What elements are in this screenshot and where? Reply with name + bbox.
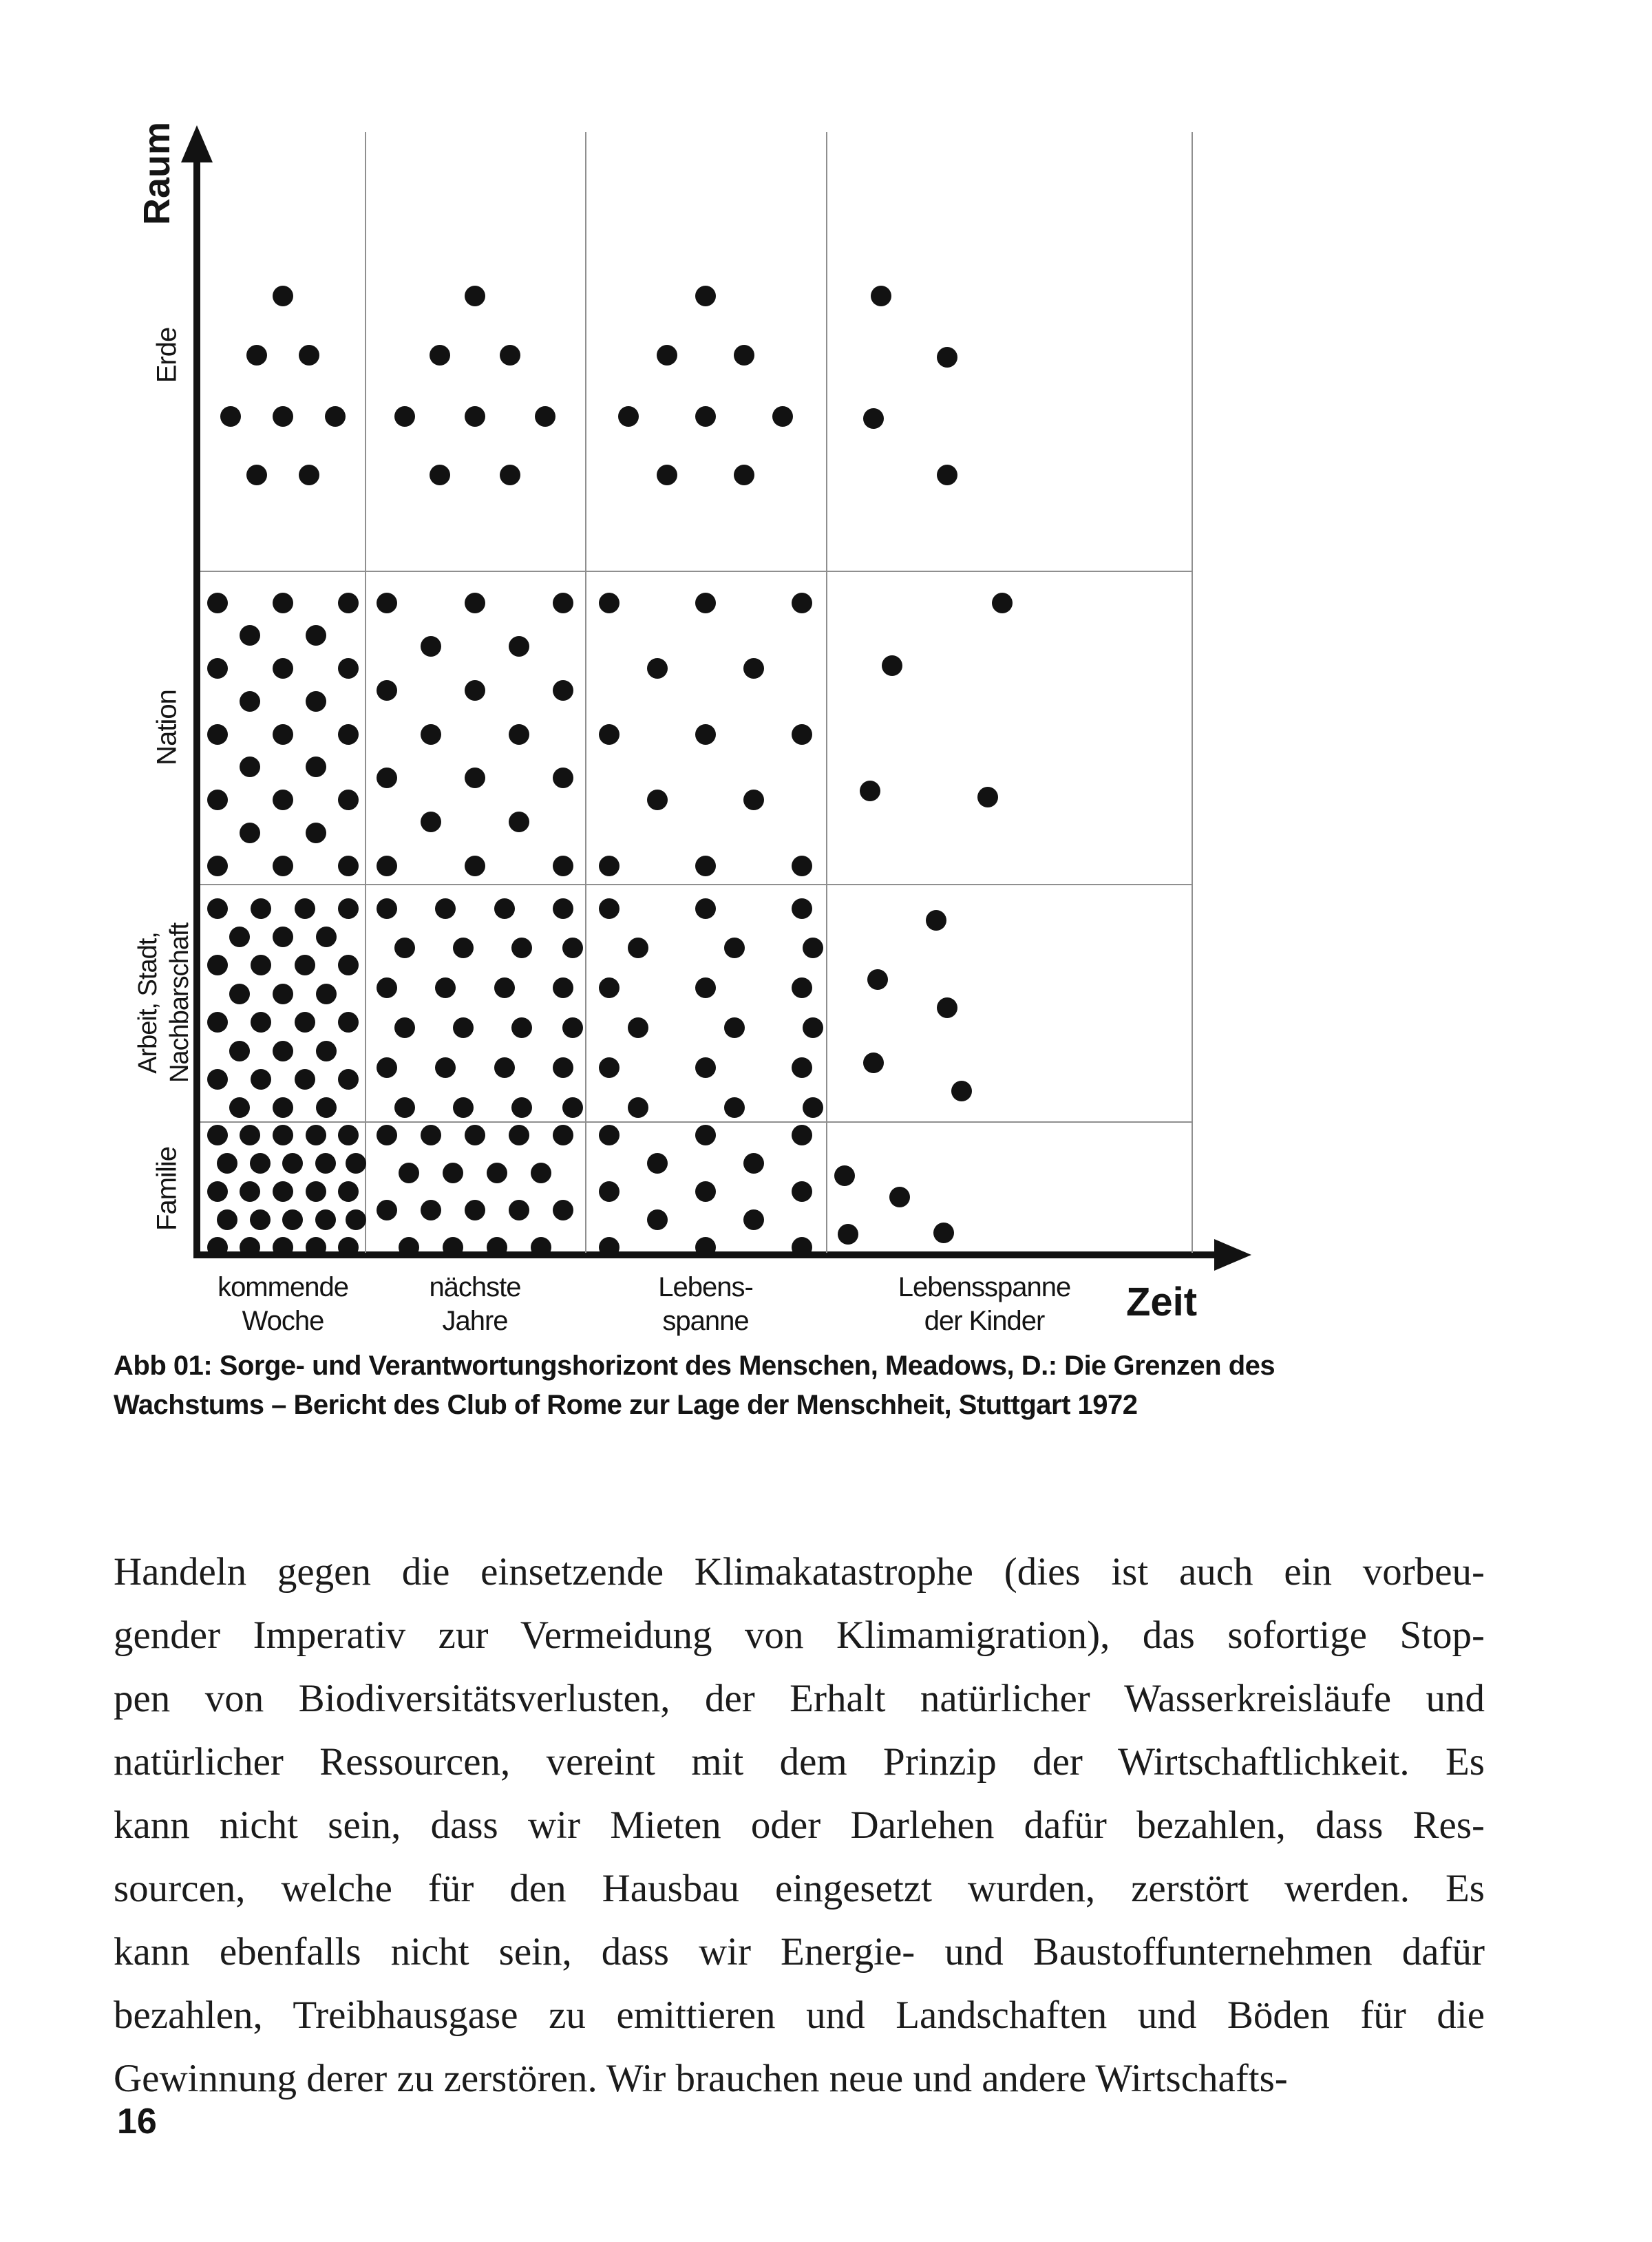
dot: [295, 1012, 315, 1033]
dot: [273, 1125, 293, 1145]
dot: [695, 1125, 716, 1145]
dot: [295, 898, 315, 919]
dot: [743, 1209, 764, 1230]
dot: [421, 812, 441, 832]
dot: [377, 593, 397, 613]
dot: [695, 593, 716, 613]
dot: [306, 691, 326, 712]
col-label-3-line1: Lebens-: [658, 1272, 753, 1302]
dot: [377, 856, 397, 876]
dot: [553, 1125, 573, 1145]
dot: [250, 1153, 271, 1174]
dot: [509, 1125, 529, 1145]
dot: [377, 1057, 397, 1078]
dot: [531, 1163, 551, 1183]
x-axis-arrow-icon: [1214, 1239, 1251, 1271]
dot: [695, 286, 716, 306]
dot: [338, 856, 359, 876]
dot: [599, 724, 620, 745]
dot: [399, 1163, 419, 1183]
dot: [443, 1163, 463, 1183]
dot: [435, 1057, 456, 1078]
figure-caption: [114, 1346, 1325, 1425]
dot: [315, 1209, 336, 1230]
dot: [553, 768, 573, 788]
dot: [509, 1200, 529, 1220]
dot: [338, 1012, 359, 1033]
dot: [803, 1097, 823, 1118]
dot: [240, 823, 260, 843]
dot: [246, 345, 267, 366]
dot: [306, 1125, 326, 1145]
col-label-4-line2: der Kinder: [924, 1306, 1045, 1336]
dot: [229, 1041, 250, 1061]
row-label-nation: Nation: [151, 690, 182, 765]
dot: [494, 1057, 515, 1078]
dot: [273, 984, 293, 1004]
dot: [377, 768, 397, 788]
dot: [553, 977, 573, 998]
dot: [695, 898, 716, 919]
dot: [316, 1041, 337, 1061]
dot: [937, 997, 957, 1018]
caption-line2: Wachstums – Bericht des Club of Rome zur Lage der Menschheit, Stuttgart 1972: [114, 1390, 1138, 1420]
dot: [338, 1125, 359, 1145]
dot: [465, 856, 485, 876]
dot: [421, 636, 441, 657]
gridline-horizontal-1: [200, 571, 1193, 572]
dot: [282, 1209, 303, 1230]
dot: [511, 938, 532, 958]
dot: [647, 1209, 668, 1230]
x-axis-title: Zeit: [1126, 1280, 1198, 1324]
dot: [882, 655, 902, 676]
dot: [273, 658, 293, 679]
dot: [951, 1081, 972, 1101]
dot: [535, 406, 555, 427]
dot: [240, 757, 260, 777]
dot: [553, 1057, 573, 1078]
dot: [346, 1209, 366, 1230]
dot: [562, 938, 583, 958]
row-label-arbeit-line2: Nachbarschaft: [165, 922, 194, 1083]
dot: [695, 1057, 716, 1078]
dot: [992, 593, 1013, 613]
dot: [338, 790, 359, 810]
dot: [273, 593, 293, 613]
dot: [599, 1125, 620, 1145]
dot: [562, 1017, 583, 1038]
gridline-vertical-1: [365, 132, 366, 1253]
dot: [394, 1017, 415, 1038]
dot: [421, 1200, 441, 1220]
dot: [500, 345, 520, 366]
dot: [207, 1069, 228, 1090]
dot: [724, 938, 745, 958]
dot: [867, 969, 888, 990]
dot: [599, 593, 620, 613]
body-line: kann ebenfalls nicht sein, dass wir Energie- und Baustoffunternehmen dafür: [114, 1930, 1485, 1974]
col-label-2-line2: Jahre: [442, 1306, 508, 1336]
dot: [338, 593, 359, 613]
dot: [282, 1153, 303, 1174]
dot: [217, 1209, 237, 1230]
dot: [599, 1057, 620, 1078]
col-label-1-line2: Woche: [242, 1306, 324, 1336]
dot: [628, 938, 648, 958]
dot: [421, 1125, 441, 1145]
dot: [338, 1069, 359, 1090]
dot: [465, 768, 485, 788]
dot: [273, 856, 293, 876]
dot: [306, 757, 326, 777]
dot: [553, 1200, 573, 1220]
dot: [494, 977, 515, 998]
dot: [977, 787, 998, 807]
dot: [695, 406, 716, 427]
dot: [207, 955, 228, 975]
dot: [792, 977, 812, 998]
col-label-lebensspanne-der-kinder: [826, 1271, 1143, 1338]
dot: [465, 593, 485, 613]
dot: [207, 790, 228, 810]
dot: [743, 1153, 764, 1174]
dot: [599, 1181, 620, 1202]
dot: [465, 406, 485, 427]
col-label-4-line1: Lebensspanne: [898, 1272, 1071, 1302]
dot: [207, 724, 228, 745]
y-axis-line: [193, 156, 200, 1257]
dot: [871, 286, 891, 306]
dot: [834, 1165, 855, 1186]
dot: [246, 465, 267, 485]
dot: [628, 1097, 648, 1118]
row-label-arbeit-stadt-nachbarschaft: [132, 923, 195, 1083]
body-line: gender Imperativ zur Vermeidung von Klimamigration), das sofortige Stop-: [114, 1614, 1485, 1657]
dot: [500, 465, 520, 485]
dot: [435, 977, 456, 998]
dot: [316, 1097, 337, 1118]
dot: [792, 593, 812, 613]
dot: [792, 1057, 812, 1078]
dot: [229, 1097, 250, 1118]
body-line: Gewinnung derer zu zerstören. Wir brauchen neue und andere Wirtschafts-: [114, 2057, 1288, 2100]
dot: [394, 406, 415, 427]
dot: [509, 636, 529, 657]
dot: [430, 465, 450, 485]
dot: [494, 898, 515, 919]
dot: [465, 286, 485, 306]
dot: [838, 1224, 858, 1245]
dot: [207, 1237, 228, 1258]
dot: [338, 724, 359, 745]
dot: [863, 1053, 884, 1073]
y-axis-arrow-icon: [181, 125, 213, 162]
dot: [240, 1125, 260, 1145]
dot: [325, 406, 346, 427]
body-text: [114, 1541, 1485, 2111]
dot: [207, 1125, 228, 1145]
dot: [618, 406, 639, 427]
row-label-arbeit-line1: Arbeit, Stadt,: [134, 932, 162, 1074]
dot: [295, 1069, 315, 1090]
y-axis-title: Raum: [136, 121, 178, 226]
dot: [465, 680, 485, 701]
dot: [377, 898, 397, 919]
dot: [273, 1181, 293, 1202]
dot: [338, 898, 359, 919]
col-label-lebensspanne: [547, 1271, 864, 1338]
dot: [792, 856, 812, 876]
dot: [792, 724, 812, 745]
dot: [562, 1097, 583, 1118]
body-line: pen von Biodiversitätsverlusten, der Erhalt natürlicher Wasserkreisläufe und: [114, 1677, 1485, 1720]
dot: [599, 856, 620, 876]
gridline-horizontal-2: [200, 884, 1193, 885]
dot: [695, 977, 716, 998]
dot: [657, 465, 677, 485]
dot: [553, 593, 573, 613]
dot: [273, 1041, 293, 1061]
dot: [430, 345, 450, 366]
dot: [743, 790, 764, 810]
dot: [377, 1125, 397, 1145]
dot: [734, 465, 754, 485]
dot: [251, 1069, 271, 1090]
dot: [465, 1125, 485, 1145]
body-line: kann nicht sein, dass wir Mieten oder Darlehen dafür bezahlen, dass Res-: [114, 1804, 1485, 1847]
dot: [509, 724, 529, 745]
dot: [306, 823, 326, 843]
dot: [553, 898, 573, 919]
gridline-horizontal-3: [200, 1121, 1193, 1123]
dot: [251, 1012, 271, 1033]
dot: [377, 1200, 397, 1220]
dot: [240, 625, 260, 646]
col-label-1-line1: kommende: [218, 1272, 348, 1302]
dot: [511, 1097, 532, 1118]
dot: [453, 1017, 474, 1038]
dot: [299, 465, 319, 485]
dot: [772, 406, 793, 427]
dot: [377, 680, 397, 701]
dot: [220, 406, 241, 427]
dot: [306, 1237, 326, 1258]
col-label-3-line2: spanne: [662, 1306, 749, 1336]
dot: [695, 1181, 716, 1202]
gridline-vertical-right-border: [1192, 132, 1193, 1253]
dot: [628, 1017, 648, 1038]
dot: [792, 898, 812, 919]
dot: [724, 1017, 745, 1038]
dot: [377, 977, 397, 998]
dot: [273, 790, 293, 810]
dot: [207, 1012, 228, 1033]
dot: [937, 465, 957, 485]
dot: [647, 790, 668, 810]
dot: [273, 927, 293, 947]
gridline-vertical-3: [826, 132, 827, 1253]
dot: [250, 1209, 271, 1230]
dot: [273, 724, 293, 745]
dot: [229, 984, 250, 1004]
dot: [394, 1097, 415, 1118]
dot: [511, 1017, 532, 1038]
page-number: 16: [117, 2102, 157, 2141]
dot: [306, 1181, 326, 1202]
dot: [251, 898, 271, 919]
row-label-familie: Familie: [151, 1147, 182, 1231]
dot: [315, 1153, 336, 1174]
dot: [647, 658, 668, 679]
dot: [860, 781, 880, 801]
dot: [273, 1097, 293, 1118]
body-line: bezahlen, Treibhausgase zu emittieren und Landschaften und Böden für die: [114, 1994, 1485, 2037]
dot: [207, 898, 228, 919]
dot: [207, 856, 228, 876]
row-label-erde: Erde: [151, 327, 182, 383]
dot: [338, 658, 359, 679]
dot: [599, 977, 620, 998]
body-line: natürlicher Ressourcen, vereint mit dem Prinzip der Wirtschaftlichkeit. Es: [114, 1740, 1485, 1784]
dot: [724, 1097, 745, 1118]
dot: [926, 910, 946, 931]
dot: [792, 1125, 812, 1145]
dot: [273, 286, 293, 306]
body-line: sourcen, welche für den Hausbau eingesetzt wurden, zerstört werden. Es: [114, 1867, 1485, 1910]
dot: [792, 1181, 812, 1202]
dot: [207, 658, 228, 679]
dot: [453, 1097, 474, 1118]
dot: [889, 1187, 910, 1207]
dot: [647, 1153, 668, 1174]
dot: [803, 938, 823, 958]
dot: [394, 938, 415, 958]
dot: [316, 927, 337, 947]
dot: [599, 898, 620, 919]
dot: [240, 691, 260, 712]
dot: [273, 406, 293, 427]
dot: [217, 1153, 237, 1174]
dot: [251, 955, 271, 975]
dot: [803, 1017, 823, 1038]
dot: [863, 408, 884, 429]
dot: [695, 724, 716, 745]
dot: [487, 1163, 507, 1183]
dot: [207, 1181, 228, 1202]
dot: [316, 984, 337, 1004]
dot: [299, 345, 319, 366]
dot: [207, 593, 228, 613]
dot: [743, 658, 764, 679]
dot: [338, 955, 359, 975]
dot: [657, 345, 677, 366]
caption-line1: Abb 01: Sorge- und Verantwortungshorizont des Menschen, Meadows, D.: Die Grenzen des: [114, 1351, 1275, 1381]
dot: [465, 1200, 485, 1220]
dot: [229, 927, 250, 947]
dot: [553, 680, 573, 701]
dot: [295, 955, 315, 975]
dot: [734, 345, 754, 366]
dot: [421, 724, 441, 745]
dot: [346, 1153, 366, 1174]
dot: [933, 1223, 954, 1243]
dot: [695, 856, 716, 876]
dot: [306, 625, 326, 646]
col-label-2-line1: nächste: [429, 1272, 521, 1302]
dot: [509, 812, 529, 832]
body-line: Handeln gegen die einsetzende Klimakatastrophe (dies ist auch ein vorbeu-: [114, 1550, 1485, 1594]
gridline-vertical-2: [585, 132, 586, 1253]
dot: [937, 347, 957, 368]
dot: [240, 1181, 260, 1202]
dot: [553, 856, 573, 876]
dot: [338, 1181, 359, 1202]
dot: [453, 938, 474, 958]
dot: [435, 898, 456, 919]
